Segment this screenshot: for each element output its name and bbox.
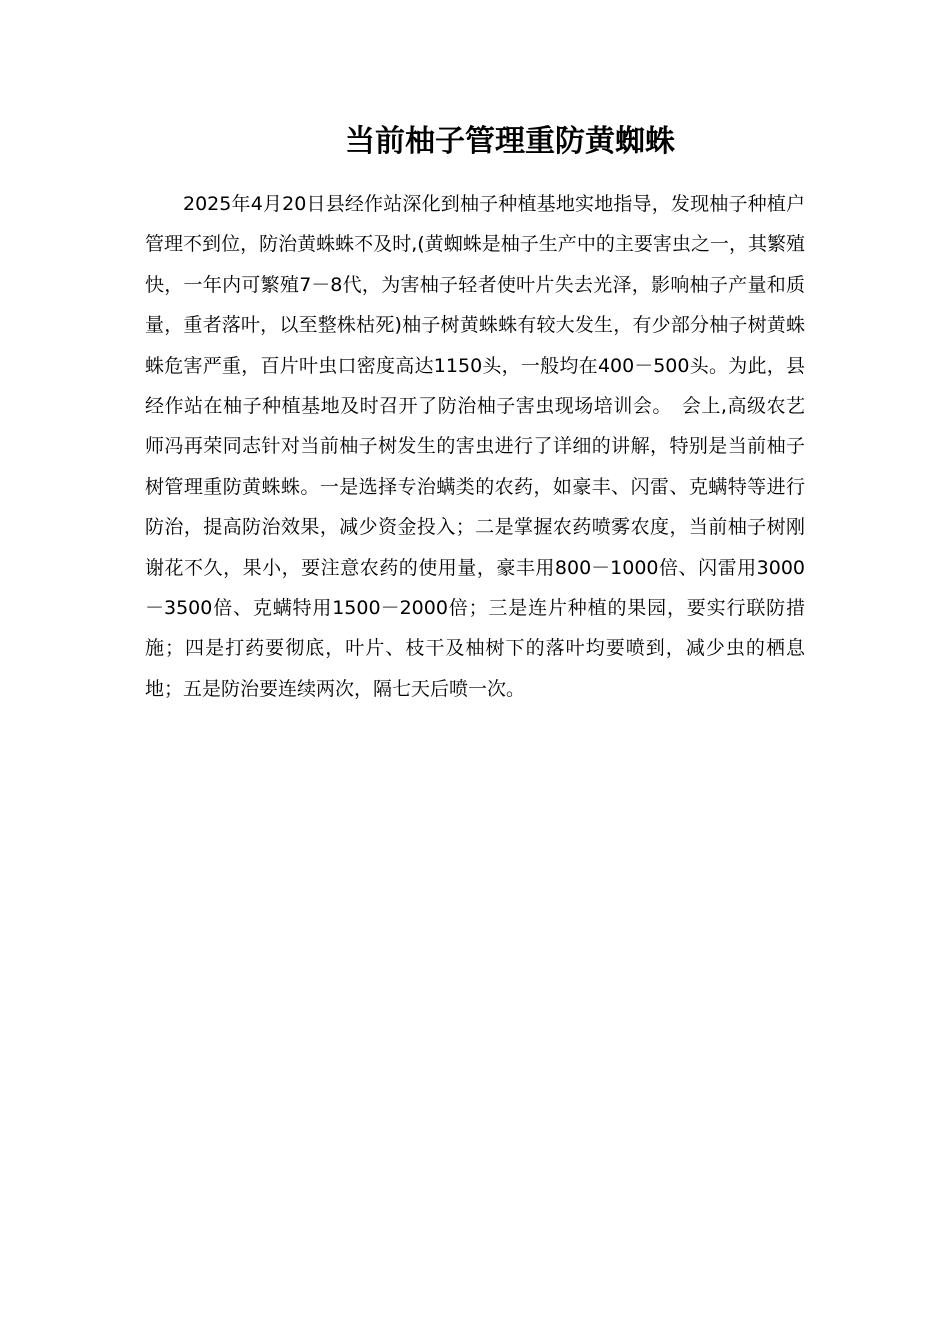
document-body-paragraph: 2025年4月20日县经作站深化到柚子种植基地实地指导，发现柚子种植户管理不到位，防治黄蛛蛛不及时,(黄蜘蛛是柚子生产中的主要害虫之一，其繁殖快，一年内可繁殖7－8代，为害柚子轻者使叶片失去光泽，影响柚子产量和质量，重者落叶，以至整株枯死)柚子树黄蛛蛛有较大发生，有少部分柚子树黄蛛蛛危害严重，百片叶虫口密度高达1150头，一般均在400－500头。为此，县经作站在柚子种植基地及时召开了防治柚子害虫现场培训会。 会上,高级农艺师冯再荣同志针对当前柚子树发生的害虫进行了详细的讲解，特别是当前柚子树管理重防黄蛛蛛。一是选择专治螨类的农药，如豪丰、闪雷、克螨特等进行防治，提高防治效果，减少资金投入；二是掌握农药喷雾农度，当前柚子树刚谢花不久，果小，要注意农药的使用量，豪丰用800－1000倍、闪雷用3000－3500倍、克螨特用1500－2000倍；三是连片种植的果园，要实行联防措施；四是打药要彻底，叶片、枝干及柚树下的落叶均要喷到，减少虫的栖息地；五是防治要连续两次，隔七天后喷一次。 [145, 193, 805, 700]
document-title: 当前柚子管理重防黄蜘蛛 [345, 124, 675, 159]
